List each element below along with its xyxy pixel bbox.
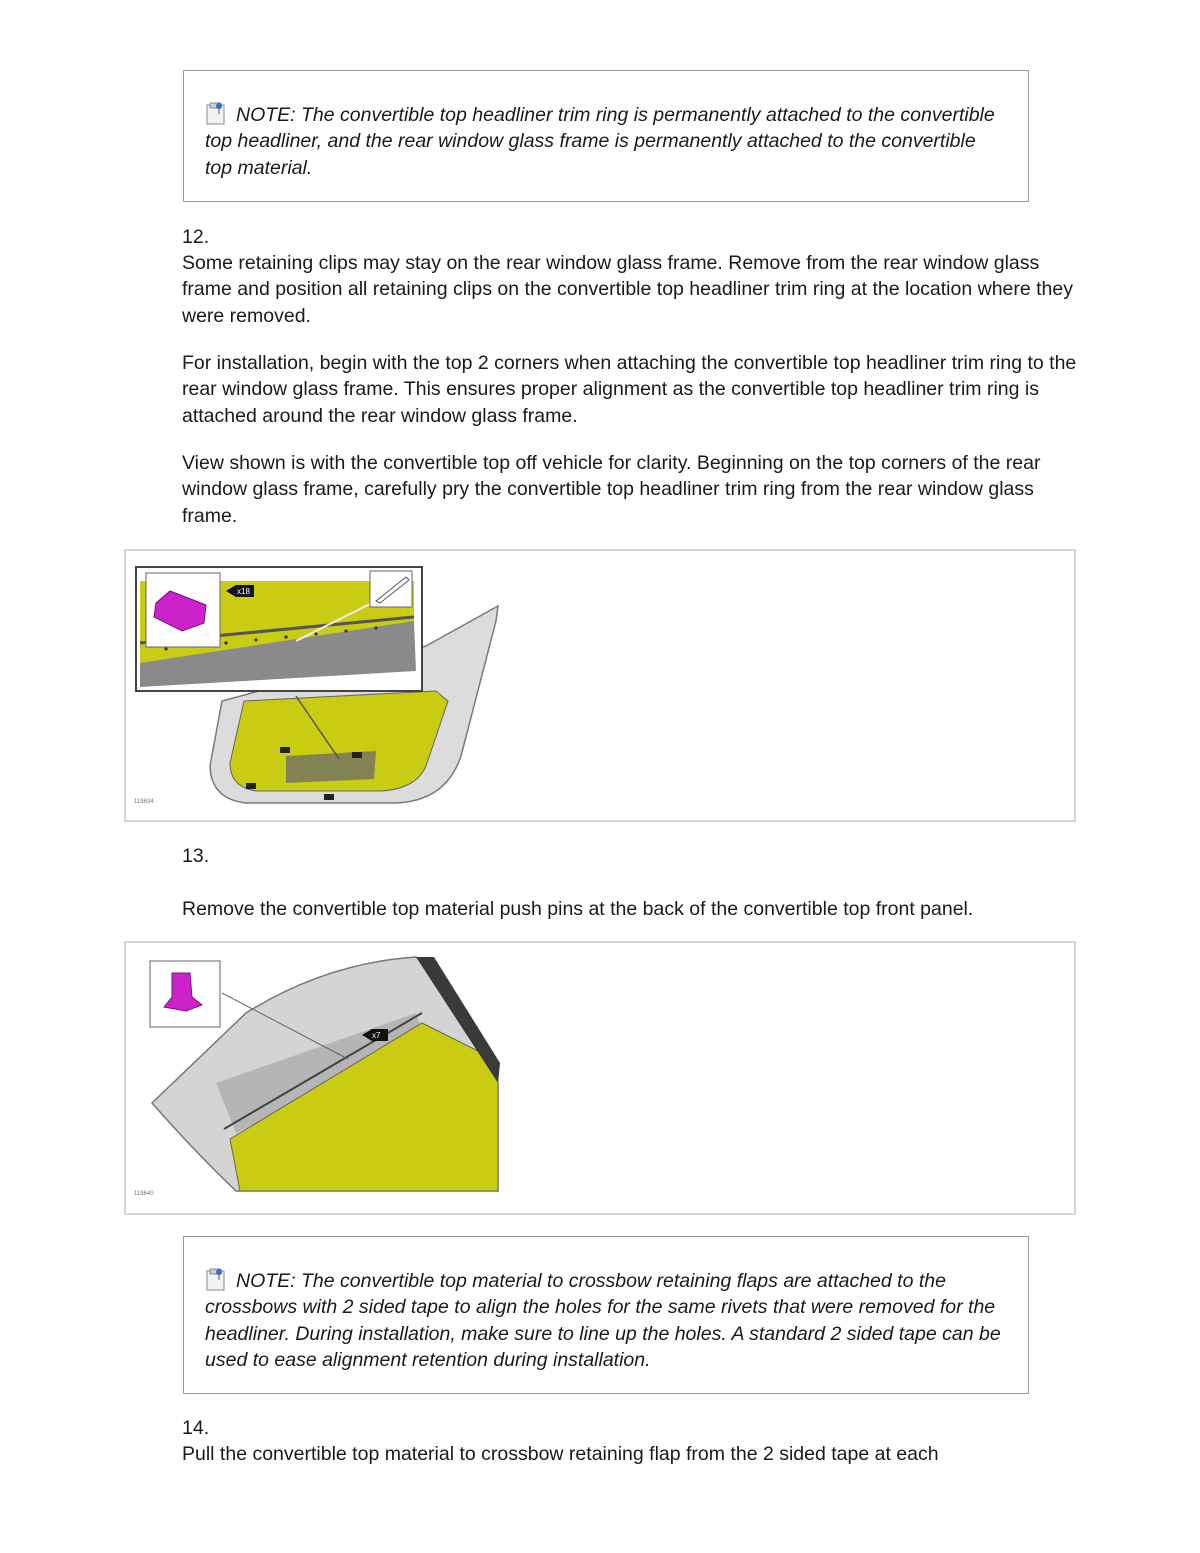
front-panel-illustration [126, 943, 1074, 1213]
note-box-2 [183, 1236, 1029, 1394]
note-icon [205, 1267, 227, 1291]
step-12-number: 12. [182, 226, 210, 248]
figure-13-id: 119640 [134, 1191, 154, 1197]
figure-12-id: 119634 [134, 799, 154, 805]
rear-window-frame-illustration [126, 551, 1074, 820]
step-12-paragraph-3: View shown is with the convertible top off vehicle for clarity. Beginning on the top corners of the rear window glass frame, carefully pry the convertible top headliner trim ring from the rear window glass frame. [182, 452, 1041, 527]
step-12-paragraph-1: Some retaining clips may stay on the rear window glass frame. Remove from the rear window glass frame and position all retaining clips on the convertible top headliner trim ring at the location where they were removed. [182, 252, 1074, 327]
note-1-content [205, 101, 1008, 181]
figure-12-callout: x18 [237, 587, 250, 596]
step-13-paragraph-1: Remove the convertible top material push pins at the back of the convertible top front panel. [182, 898, 974, 920]
step-14-paragraph-1: Pull the convertible top material to crossbow retaining flap from the 2 sided tape at each [182, 1443, 939, 1465]
note-2-text: NOTE: The convertible top material to crossbow retaining flaps are attached to the crossbows with 2 sided tape to align the holes for the same rivets that were removed for the headliner. During installation, make sure to line up the holes. A standard 2 sided tape can be used to ease alignment retention during installation. [205, 1270, 1001, 1371]
note-box-1 [183, 70, 1029, 202]
step-13-number: 13. [182, 845, 210, 867]
figure-13-callout: x7 [372, 1031, 381, 1040]
note-icon [205, 101, 227, 125]
note-1-text: NOTE: The convertible top headliner trim ring is permanently attached to the convertible top headliner, and the rear window glass frame is permanently attached to the convertible top material. [205, 104, 995, 179]
step-13-figure [124, 941, 1076, 1215]
step-12-figure [124, 549, 1076, 822]
note-2-content [205, 1267, 1008, 1373]
step-12-paragraph-2: For installation, begin with the top 2 corners when attaching the convertible top headliner trim ring to the rear window glass frame. This ensures proper alignment as the convertible top headliner trim ring is attached around the rear window glass frame. [182, 352, 1077, 427]
step-14-number: 14. [182, 1417, 210, 1439]
